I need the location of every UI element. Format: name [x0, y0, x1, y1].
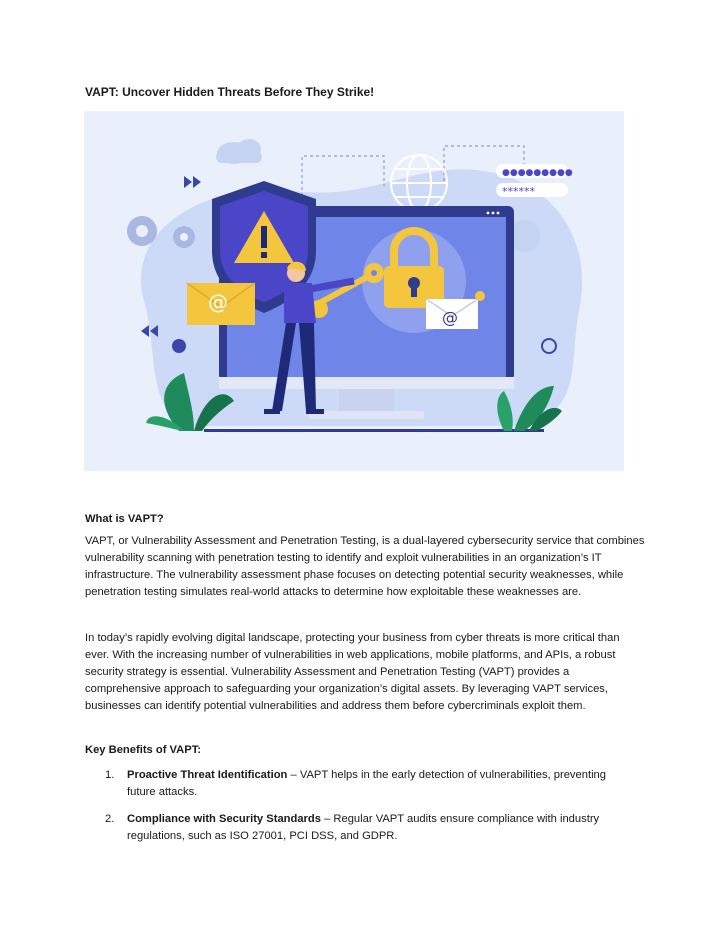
svg-text:●●●●●●●●●: ●●●●●●●●● — [502, 168, 573, 178]
list-item-number: 2. — [105, 813, 115, 825]
cloud-icon — [216, 139, 262, 164]
envelope-at-icon — [187, 283, 255, 325]
svg-text:******: ****** — [502, 185, 535, 198]
document-title: VAPT: Uncover Hidden Threats Before They Strike! — [85, 85, 375, 99]
svg-text:@: @ — [208, 290, 228, 314]
paragraph-definition: VAPT, or Vulnerability Assessment and Penetration Testing, is a dual-layered cybersecurity service that combines vulnerability scanning with penetration testing to identify and exploit vulnerabilities in an organization’s IT infrastructure. The vulnerability assessment phase focuses on detecting potential security weaknesses, while penetration testing simulates real-world attacks to determine how exploitable these weaknesses are. — [85, 535, 645, 598]
svg-text:@: @ — [442, 308, 458, 327]
list-item — [105, 767, 625, 801]
list-item-number: 1. — [105, 769, 115, 781]
list-item-text: – VAPT helps in the early detection of vulnerabilities, preventing future attacks. — [127, 769, 607, 798]
fast-forward-icon — [184, 176, 201, 188]
dot-icon — [172, 339, 186, 353]
hero-illustration — [84, 111, 624, 471]
section-heading-what-is-vapt: What is VAPT? — [85, 513, 164, 525]
list-item-title: Proactive Threat Identification — [127, 769, 288, 781]
paragraph-landscape: In today’s rapidly evolving digital landscape, protecting your business from cyber threats is more critical than ever. With the increasing number of vulnerabilities in web applications, mobile platforms, and APIs, a robust security strategy is essential. Vulnerability Assessment and Penetration Testing (VAPT) provides a comprehensive approach to safeguarding your organization’s digital assets. By leveraging VAPT services, businesses can identify potential vulnerabilities and address them before cybercriminals exploit them. — [85, 632, 620, 712]
list-item-title: Compliance with Security Standards — [127, 813, 321, 825]
list-item-text: – Regular VAPT audits ensure compliance with industry regulations, such as ISO 27001, PCI DSS, and GDPR. — [127, 813, 600, 842]
list-item — [105, 811, 625, 845]
section-heading-key-benefits: Key Benefits of VAPT: — [85, 744, 202, 756]
